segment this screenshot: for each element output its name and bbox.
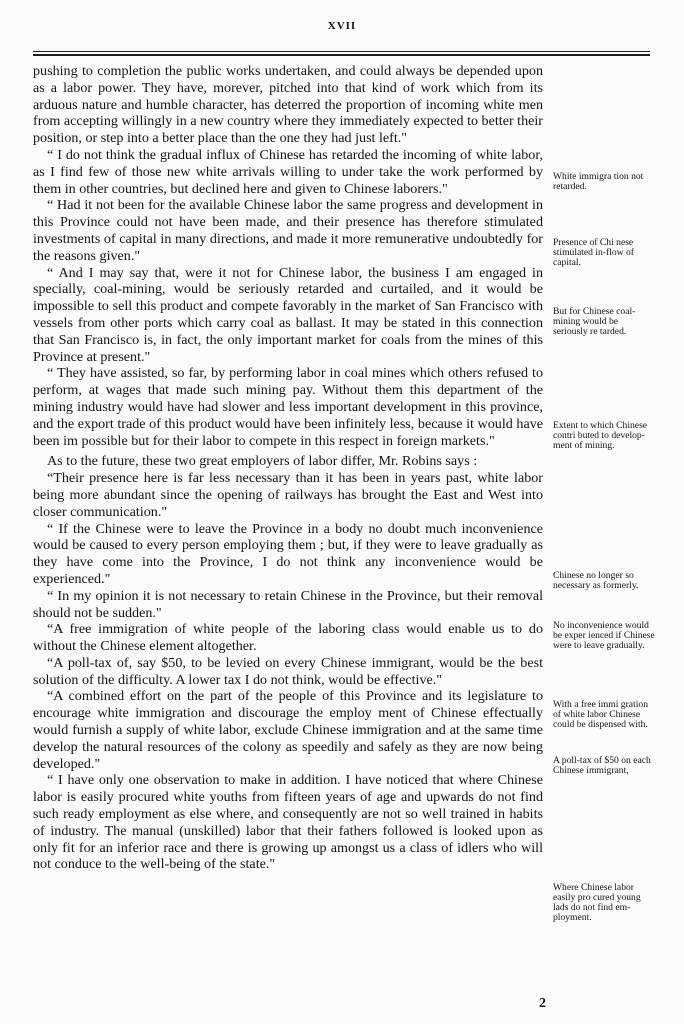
margin-note-free-immigration: With a free immi gration of white labor Chinese could be dispensed with. <box>553 699 648 730</box>
paragraph-future: As to the future, these two great employers of labor differ, Mr. Robins says : <box>47 453 478 470</box>
paragraph-free-immigration: “A free immigration of white people of the laboring class would enable us to do without the Chinese element altogether. <box>33 621 543 655</box>
paragraph-presence: “Their presence here is far less necessary than it has been in years past, white labor being more abundant since the opening of railways has brought the East and West into closer communication." <box>33 470 543 520</box>
margin-note-development: Extent to which Chinese contri buted to develop ment of mining. <box>553 420 648 451</box>
margin-note-immigration: White immigra tion not retarded. <box>553 171 644 192</box>
paragraph-poll-tax: “A poll-tax of, say $50, to be levied on every Chinese immigrant, would be the best solution of the difficulty. A lower tax I do not think, would be effective." <box>33 654 543 688</box>
margin-note-no-inconvenience: No inconvenience would be exper ienced if Chinese were to leave gradually. <box>553 620 655 651</box>
margin-note-young-lads: Where Chinese labor easily pro cured young lads do not find em ployment. <box>553 882 641 923</box>
page-number: 2 <box>539 996 546 1011</box>
paragraph-assisted: “ They have assisted, so far, by performing labor in coal mines which others refused to perform, at wages that made such mining pay. Without them this department of the mining industry would have had slower and less important development in this province, and the export trade of this product would have been infinitely less, because it would have been im possible but for their labor to compete in this respect in foreign markets." <box>33 365 543 449</box>
margin-note-poll-tax: A poll-tax of $50 on each Chinese immigrant, <box>553 755 651 776</box>
header-rule-thick <box>33 54 650 56</box>
paragraph-coal-mining: “ And I may say that, were it not for Chinese labor, the business I am engaged in specially, coal-mining, would be seriously retarded and curtailed, and it would be impossible to sell this product and compete favorably in the market of San Francisco with vessels from other ports which carry coal as ballast. It may be stated in this connection that San Francisco is, in fact, the only important market for coals from the mines of this Province at present." <box>33 264 543 365</box>
paragraph-leave-province: “ If the Chinese were to leave the Province in a body no doubt much inconvenience would be caused to every person employing them ; but, if they were to leave gradually as they have come into the Province, I do not think any inconvenience would be experienced." <box>33 520 543 587</box>
paragraph-progress: “ Had it not been for the available Chinese labor the same progress and development in this Province could not have been made, and their presence has therefore stimulated investments of capital in many directions, and made it more remunerative undoubtedly for the reasons given." <box>33 197 543 264</box>
page-header-roman-numeral: XVII <box>327 20 357 32</box>
paragraph-white-labor: “ I do not think the gradual influx of Chinese has retarded the incoming of white labor, as I find few of those new white arrivals willing to under take the work performed by them in other countries, but declined here and given to Chinese laborers." <box>33 146 543 197</box>
margin-note-no-longer-necessary: Chinese no longer so necessary as formerly. <box>553 570 639 591</box>
paragraph-combined-effort: “A combined effort on the part of the people of this Province and its legislature to encourage white immigration and discourage the employ ment of Chinese effectually would furnish a supply of white labor, exclude Chinese immigration and at the same time develop the natural resources of the colony as speedily and safely as they are now being developed." <box>33 688 543 772</box>
paragraph-removal: “ In my opinion it is not necessary to retain Chinese in the Province, but their removal should not be sudden." <box>33 587 543 621</box>
margin-note-coal-mining: But for Chinese coal-mining would be seriously re tarded. <box>553 306 636 337</box>
paragraph-observation: “ I have only one observation to make in addition. I have noticed that where Chinese labor is easily procured white youths from fifteen years of age and upwards do not find such ready employment as else where, and consequently are not so well trained in habits of industry. The manual (unskilled) labor that their fathers followed is looked upon as only fit for an inferior race and there is growing up amongst us a class of idlers who will not conduce to the well-being of the state." <box>33 772 543 873</box>
body-text <box>33 63 543 873</box>
margin-note-capital: Presence of Chi nese stimulated in-flow of capital. <box>553 237 634 268</box>
header-rule-thin <box>33 51 650 52</box>
paragraph-continuation: pushing to completion the public works undertaken, and could always be depended upon as a labor power. They have, morever, pitched into that kind of work which from its arduous nature and humble character, has deterred the proportion of incoming white men from accepting willingly in a new country where they immediately expected to better their position, or step into a better place than the one they had just left." <box>33 63 543 147</box>
